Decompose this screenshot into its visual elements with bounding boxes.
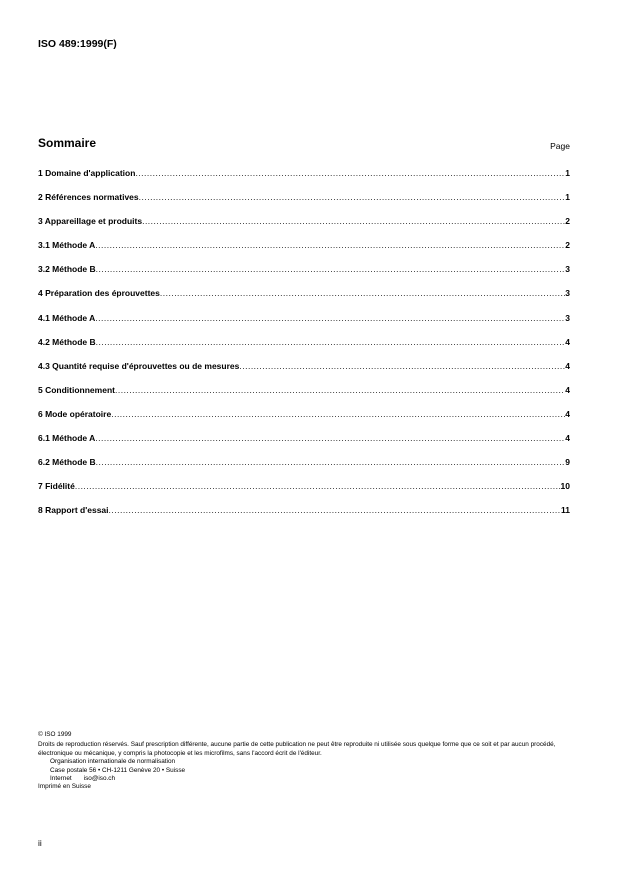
toc-page-column-label: Page — [550, 141, 570, 151]
toc-leader-dots — [95, 240, 565, 250]
toc-entry-page: 1 — [565, 192, 570, 203]
toc-entry-label: 6 Mode opératoire — [38, 408, 112, 419]
toc-leader-dots — [111, 409, 565, 419]
toc-leader-dots — [135, 168, 565, 178]
toc-entry[interactable] — [38, 192, 570, 216]
toc-entry-page: 4 — [565, 408, 570, 419]
printed-in: Imprimé en Suisse — [38, 783, 91, 791]
toc-entry-label: 4.2 Méthode B — [38, 336, 96, 347]
toc-leader-dots — [96, 264, 566, 274]
toc-leader-dots — [115, 385, 565, 395]
toc-entry-label: 1 Domaine d'application — [38, 168, 136, 178]
internet-label: Internet — [50, 775, 72, 783]
toc-entry[interactable] — [38, 409, 570, 433]
toc-entry-label: 5 Conditionnement — [38, 384, 115, 395]
toc-entry[interactable] — [38, 337, 570, 361]
toc-entry-page: 10 — [560, 481, 570, 492]
toc-entry-label: 7 Fidélité — [38, 481, 75, 492]
toc-entry[interactable] — [38, 216, 570, 240]
toc-entry-label: 3.2 Méthode B — [38, 264, 96, 275]
toc-leader-dots — [95, 433, 565, 443]
postal-address: Case postale 56 • CH-1211 Genève 20 • Suisse — [50, 766, 186, 774]
toc-leader-dots — [96, 337, 566, 347]
toc-leader-dots — [139, 192, 566, 202]
toc-leader-dots — [75, 481, 561, 491]
toc-entry-page: 3 — [565, 288, 570, 299]
toc-entry-page: 3 — [565, 312, 570, 323]
toc-entry[interactable] — [38, 264, 570, 288]
toc-entry-label: 6.1 Méthode A — [38, 433, 96, 444]
toc-leader-dots — [239, 361, 565, 371]
toc-entry[interactable] — [38, 313, 570, 337]
toc-entry[interactable] — [38, 481, 570, 505]
toc-entry-label: 3 Appareillage et produits — [38, 216, 143, 227]
organisation-name: Organisation internationale de normalisation — [50, 758, 176, 766]
toc-entry[interactable] — [38, 457, 570, 481]
toc-entry-label: 2 Références normatives — [38, 192, 139, 203]
toc-entry-label: 3.1 Méthode A — [38, 240, 96, 251]
toc-entry[interactable] — [38, 505, 570, 529]
toc-entry-label: 4.3 Quantité requise d'éprouvettes ou de mesures — [38, 360, 240, 371]
copyright-line: © ISO 1999 — [38, 731, 72, 738]
copyright-notice — [38, 731, 578, 792]
toc-entry-label: 6.2 Méthode B — [38, 457, 96, 468]
toc-entry[interactable] — [38, 288, 570, 312]
toc-entry-page: 9 — [565, 457, 570, 468]
toc-leader-dots — [142, 216, 565, 226]
toc-entry-label: 4 Préparation des éprouvettes — [38, 288, 160, 299]
rights-statement: Droits de reproduction réservés. Sauf prescription différente, aucune partie de cette publication ne peut être reproduite ni utilisée sous quelque forme que ce soit et par aucun procédé, électronique ou mécanique, y compris la photocopie et les microfilms, sans l'accord écrit de l'éditeur. — [38, 741, 556, 757]
toc-entry-label: 8 Rapport d'essai — [38, 505, 109, 516]
toc-entry[interactable] — [38, 433, 570, 457]
toc-entry-page: 4 — [565, 360, 570, 371]
toc-entry-page: 11 — [561, 505, 570, 516]
toc-leader-dots — [95, 313, 565, 323]
toc-entry-page: 4 — [565, 433, 570, 444]
internet-email-link[interactable]: iso@iso.ch — [83, 775, 116, 783]
toc-entry-label: 4.1 Méthode A — [38, 312, 96, 323]
toc-leader-dots — [160, 288, 565, 298]
toc-entry-page: 4 — [565, 384, 570, 395]
page-number: ii — [38, 838, 42, 848]
toc-entry[interactable] — [38, 168, 570, 192]
toc-entry-page: 2 — [565, 240, 570, 251]
table-of-contents — [38, 168, 570, 529]
toc-leader-dots — [109, 505, 561, 515]
toc-entry-page: 2 — [565, 216, 570, 227]
toc-entry[interactable] — [38, 361, 570, 385]
toc-leader-dots — [96, 457, 566, 467]
toc-title: Sommaire — [38, 136, 97, 150]
toc-entry[interactable] — [38, 240, 570, 264]
toc-entry-page: 3 — [565, 264, 570, 275]
toc-entry[interactable] — [38, 385, 570, 409]
toc-entry-page: 1 — [565, 168, 570, 178]
toc-entry-page: 4 — [565, 336, 570, 347]
internet-contact — [38, 775, 578, 783]
document-id: ISO 489:1999(F) — [38, 38, 117, 50]
